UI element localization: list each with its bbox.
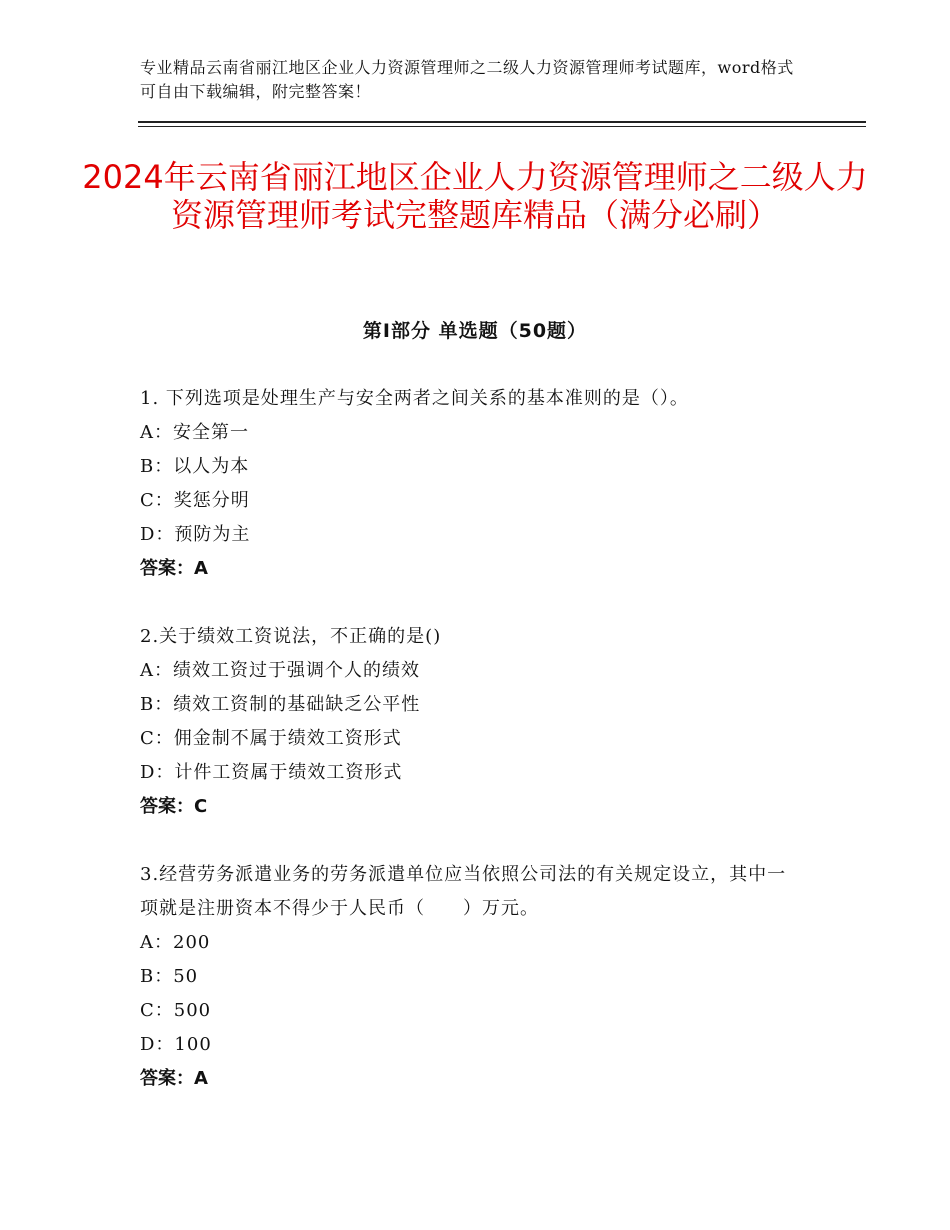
option-a: A：绩效工资过于强调个人的绩效 — [140, 660, 420, 681]
answer: 答案：A — [140, 558, 208, 579]
question-stem: 2.关于绩效工资说法，不正确的是() — [140, 626, 442, 647]
option-d: D：100 — [140, 1034, 212, 1055]
document-title: 2024年云南省丽江地区企业人力资源管理师之二级人力资源管理师考试完整题库精品（满分必刷） — [82, 158, 868, 234]
option-a: A：200 — [140, 932, 211, 953]
option-c: C：500 — [140, 1000, 212, 1021]
question-list — [140, 382, 800, 1130]
answer: 答案：C — [140, 796, 208, 817]
question-stem: 3.经营劳务派遣业务的劳务派遣单位应当依照公司法的有关规定设立，其中一项就是注册资本不得少于人民币（ ）万元。 — [140, 864, 787, 919]
option-c: C：奖惩分明 — [140, 490, 250, 511]
option-c: C：佣金制不属于绩效工资形式 — [140, 728, 402, 749]
option-a: A：安全第一 — [140, 422, 249, 443]
header-note: 专业精品云南省丽江地区企业人力资源管理师之二级人力资源管理师考试题库，word格式可自由下载编辑，附完整答案！ — [140, 58, 794, 101]
section-title: 第Ⅰ部分 单选题（50题） — [362, 320, 588, 342]
question-stem: 1. 下列选项是处理生产与安全两者之间关系的基本准则的是（）。 — [140, 388, 689, 409]
question-2 — [140, 620, 800, 824]
answer: 答案：A — [140, 1068, 208, 1089]
header-divider-thick — [138, 121, 866, 123]
question-3 — [140, 858, 800, 1096]
option-b: B：以人为本 — [140, 456, 250, 477]
option-d: D：预防为主 — [140, 524, 251, 545]
option-b: B：50 — [140, 966, 199, 987]
option-d: D：计件工资属于绩效工资形式 — [140, 762, 403, 783]
question-1 — [140, 382, 800, 586]
option-b: B：绩效工资制的基础缺乏公平性 — [140, 694, 421, 715]
header-divider-thin — [138, 126, 866, 127]
